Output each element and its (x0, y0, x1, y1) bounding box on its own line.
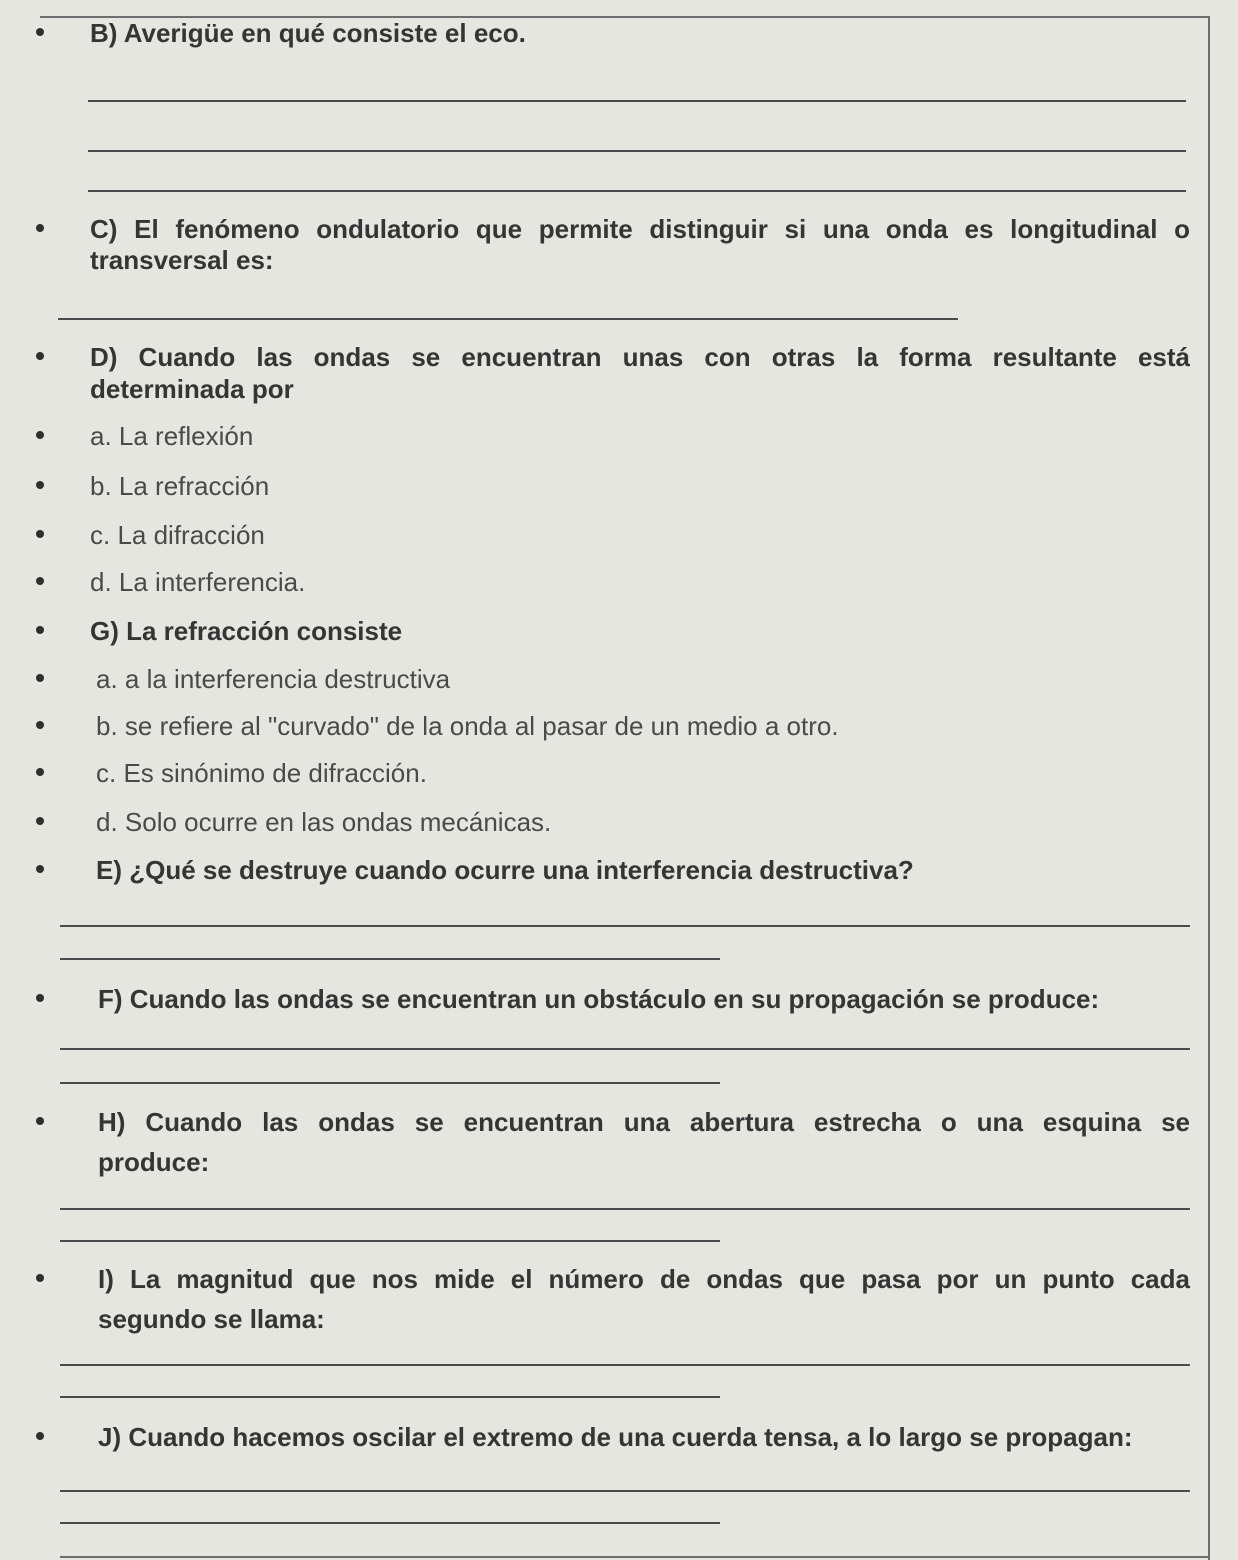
question-g-text: G) La refracción consiste (90, 616, 403, 646)
question-c-line2: transversal es: (90, 245, 274, 275)
bullet-icon (36, 1432, 44, 1440)
option-label: d. Solo ocurre en las ondas mecánicas. (96, 807, 552, 837)
question-i-line1: I) La magnitud que nos mide el número de ondas que pasa por un punto cada (98, 1264, 1190, 1294)
answer-line-i-2[interactable] (60, 1396, 720, 1398)
question-d-option-a[interactable] (0, 419, 1238, 453)
answer-line-h-2[interactable] (60, 1240, 720, 1242)
question-e (0, 853, 1238, 887)
question-d (0, 340, 1238, 374)
question-j (0, 1420, 1238, 1454)
bullet-icon (36, 530, 44, 538)
answer-line-e-2[interactable] (60, 958, 720, 960)
bullet-icon (36, 994, 44, 1002)
answer-line-f-1[interactable] (60, 1048, 1190, 1050)
bullet-icon (36, 817, 44, 825)
question-c-cont (0, 243, 1238, 277)
bullet-icon (36, 674, 44, 682)
question-h-line2: produce: (98, 1147, 210, 1177)
option-label: a. La reflexión (90, 421, 254, 451)
question-d-line1: D) Cuando las ondas se encuentran unas con otras la forma resultante está (90, 342, 1190, 372)
answer-line-c-1[interactable] (58, 318, 958, 320)
bullet-icon (36, 224, 44, 232)
answer-line-i-1[interactable] (60, 1364, 1190, 1366)
option-label: c. La difracción (90, 520, 265, 550)
question-c (0, 212, 1238, 246)
answer-line-j-1[interactable] (60, 1490, 1190, 1492)
option-label: d. La interferencia. (90, 567, 306, 597)
question-d-option-b[interactable] (0, 469, 1238, 503)
question-d-option-c[interactable] (0, 518, 1238, 552)
answer-line-j-2[interactable] (60, 1522, 720, 1524)
option-label: b. La refracción (90, 471, 270, 501)
question-i-line2: segundo se llama: (98, 1304, 325, 1334)
question-h (0, 1105, 1238, 1139)
bullet-icon (36, 721, 44, 729)
bullet-icon (36, 768, 44, 776)
option-label: c. Es sinónimo de difracción. (96, 758, 427, 788)
question-e-text: E) ¿Qué se destruye cuando ocurre una interferencia destructiva? (96, 855, 914, 885)
bullet-icon (36, 352, 44, 360)
bullet-icon (36, 431, 44, 439)
option-label: a. a la interferencia destructiva (96, 664, 451, 694)
question-i-cont (0, 1302, 1238, 1336)
question-g-option-b[interactable] (0, 709, 1238, 743)
bullet-icon (36, 865, 44, 873)
question-i (0, 1262, 1238, 1296)
bullet-icon (36, 1117, 44, 1125)
question-g (0, 614, 1238, 648)
bullet-icon (36, 481, 44, 489)
answer-line-b-3[interactable] (88, 190, 1186, 192)
question-d-line2: determinada por (90, 374, 294, 404)
frame-bottom-border (60, 1556, 1210, 1558)
answer-line-b-2[interactable] (88, 150, 1186, 152)
question-h-cont (0, 1145, 1238, 1179)
answer-line-h-1[interactable] (60, 1208, 1190, 1210)
question-f-text: F) Cuando las ondas se encuentran un obstáculo en su propagación se produce: (98, 984, 1100, 1014)
question-f (0, 982, 1238, 1016)
bullet-icon (36, 1274, 44, 1282)
answer-line-e-1[interactable] (60, 925, 1190, 927)
question-h-line1: H) Cuando las ondas se encuentran una abertura estrecha o una esquina se (98, 1107, 1190, 1137)
question-j-text: J) Cuando hacemos oscilar el extremo de una cuerda tensa, a lo largo se propagan: (98, 1422, 1133, 1452)
question-b-text: B) Averigüe en qué consiste el eco. (90, 18, 526, 48)
bullet-icon (36, 28, 44, 36)
bullet-icon (36, 626, 44, 634)
answer-line-f-2[interactable] (60, 1082, 720, 1084)
question-b (0, 16, 1238, 50)
question-g-option-a[interactable] (0, 662, 1238, 696)
question-g-option-c[interactable] (0, 756, 1238, 790)
question-d-cont (0, 372, 1238, 406)
option-label: b. se refiere al "curvado" de la onda al pasar de un medio a otro. (96, 711, 839, 741)
bullet-icon (36, 577, 44, 585)
answer-line-b-1[interactable] (88, 100, 1186, 102)
question-g-option-d[interactable] (0, 805, 1238, 839)
question-c-line1: C) El fenómeno ondulatorio que permite distinguir si una onda es longitudinal o (90, 214, 1190, 244)
question-d-option-d[interactable] (0, 565, 1238, 599)
